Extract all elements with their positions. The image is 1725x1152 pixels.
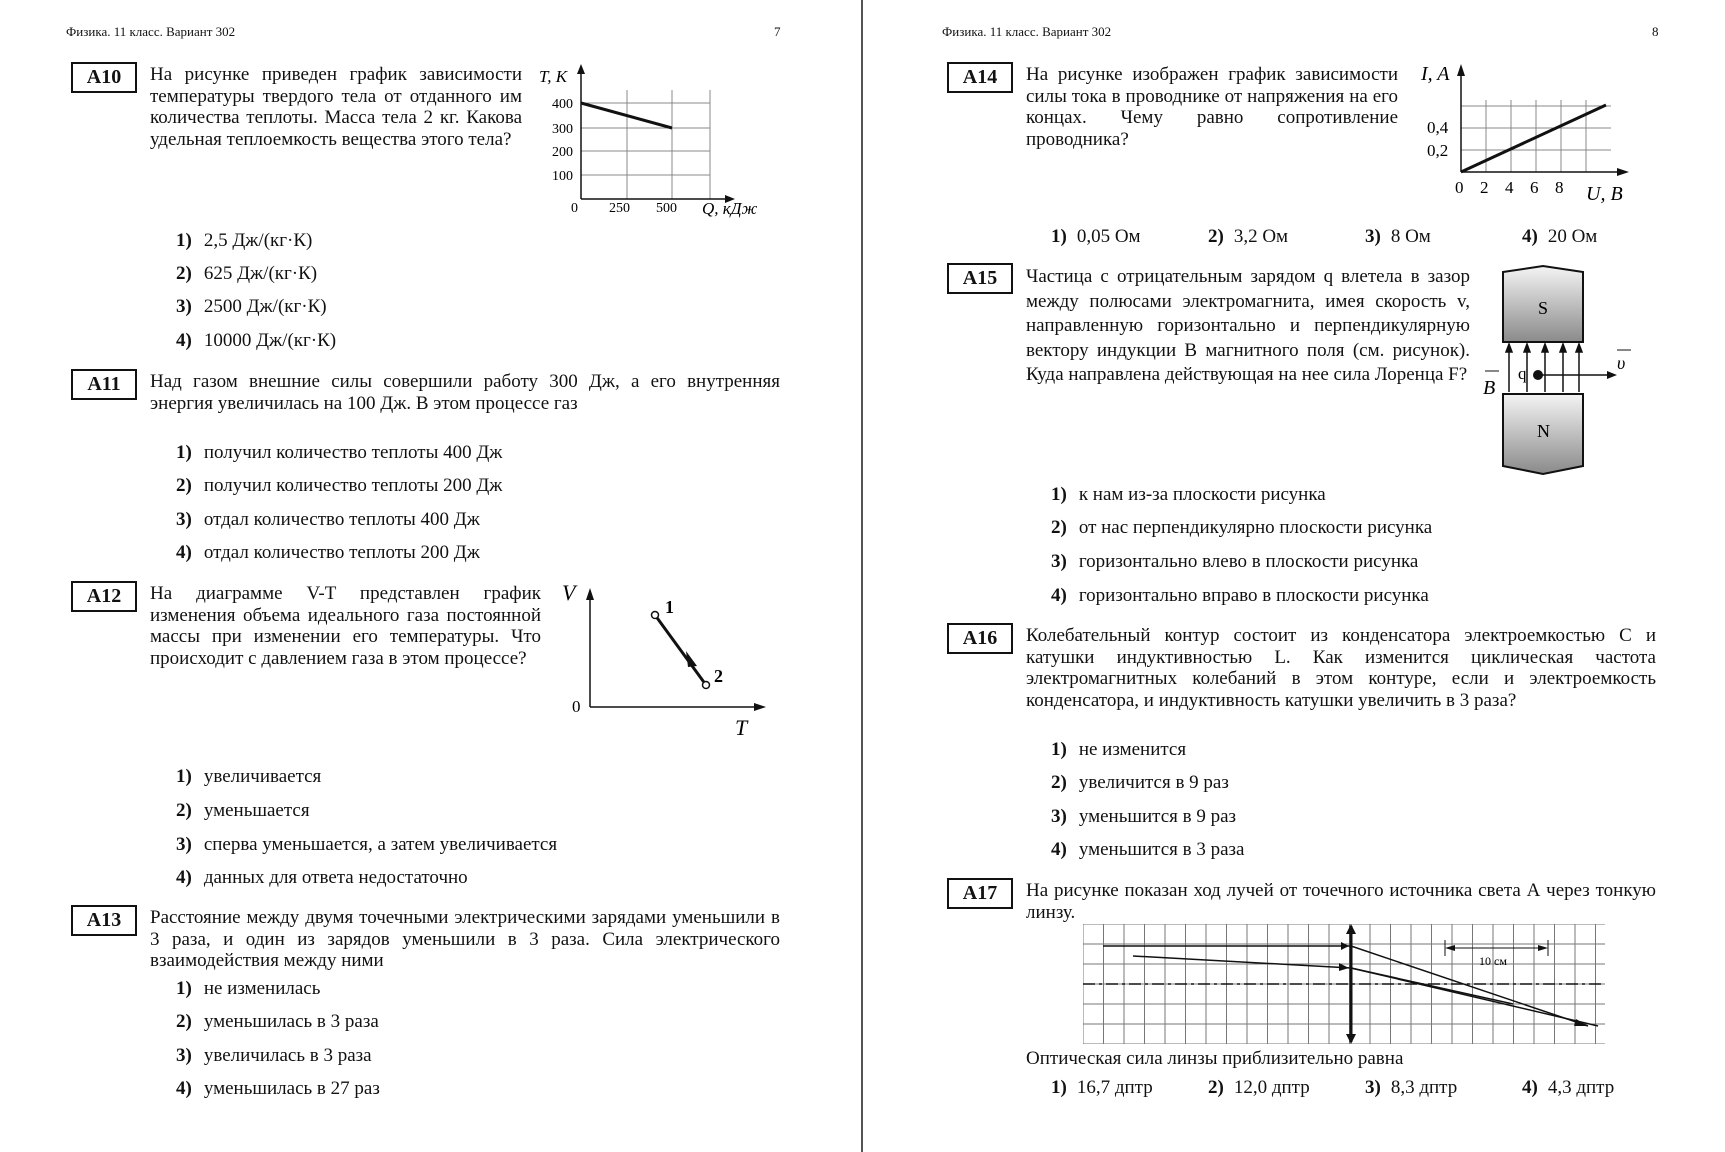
y-axis-label: I, A — [1421, 63, 1450, 85]
x-tick-label: 8 — [1555, 178, 1564, 197]
x-tick-label: 6 — [1530, 178, 1539, 197]
x-axis-arrow — [1617, 168, 1629, 176]
x-tick-label: 500 — [656, 201, 677, 216]
question-label-a16: A16 — [947, 623, 1013, 654]
option-a10-3[interactable]: 3) 2500 Дж/(кг·К) — [176, 296, 327, 317]
question-label-a14: A14 — [947, 62, 1013, 93]
x-tick-label: 2 — [1480, 178, 1489, 197]
option-a10-2[interactable]: 2) 625 Дж/(кг·К) — [176, 263, 318, 284]
y-tick-label: 200 — [552, 145, 573, 160]
point-2 — [703, 682, 710, 689]
option-a11-3[interactable]: 3) отдал количество теплоты 400 Дж — [176, 509, 480, 530]
page-header: Физика. 11 класс. Вариант 302 — [942, 24, 1112, 39]
question-label-a12: A12 — [71, 581, 137, 612]
question-text-a15: Частица с отрицательным зарядом q влетела в зазор между полюсами электромагнита, имея скорость v, направленную горизонтально и перпендикулярную вектору индукции B магнитного поля (см. рисунок). Куда направлена действующая на нее сила Лоренца F? — [1026, 266, 1470, 385]
scale-arrow-right — [1538, 945, 1548, 951]
left-page — [0, 0, 862, 1152]
page-number: 8 — [1652, 24, 1659, 39]
y-tick-label: 300 — [552, 122, 573, 137]
question-label-a11: A11 — [71, 369, 137, 400]
option-a16-4[interactable]: 4) уменьшится в 3 раза — [1051, 839, 1245, 860]
process-arrow — [686, 651, 697, 667]
process-line — [655, 615, 706, 685]
x-axis-label: U, B — [1586, 183, 1623, 205]
lens-arrow-top — [1346, 924, 1356, 934]
a17-lens-diagram — [1083, 924, 1605, 1044]
option-a15-2[interactable]: 2) от нас перпендикулярно плоскости рисунка — [1051, 517, 1433, 538]
option-a17-4[interactable]: 4) 4,3 дптр — [1522, 1077, 1615, 1098]
option-a17-2[interactable]: 2) 12,0 дптр — [1208, 1077, 1310, 1098]
option-a16-3[interactable]: 3) уменьшится в 9 раз — [1051, 806, 1237, 827]
y-axis-arrow — [586, 588, 594, 600]
ray-1-arrow — [1341, 942, 1349, 950]
option-a12-4[interactable]: 4) данных для ответа недостаточно — [176, 867, 468, 888]
x-tick-label: 4 — [1505, 178, 1514, 197]
y-tick-label: 100 — [552, 169, 573, 184]
data-line — [1461, 105, 1606, 172]
x-axis-label: T — [735, 715, 748, 740]
option-a17-3[interactable]: 3) 8,3 дптр — [1365, 1077, 1458, 1098]
option-a13-3[interactable]: 3) увеличилась в 3 раза — [176, 1045, 372, 1066]
scale-label: 10 см — [1479, 954, 1507, 968]
y-axis-arrow — [1457, 64, 1465, 76]
velocity-arrow — [1607, 371, 1617, 379]
option-a14-4[interactable]: 4) 20 Ом — [1522, 226, 1598, 247]
y-tick-label: 0,2 — [1427, 141, 1449, 160]
question-label-a10: A10 — [71, 62, 137, 93]
option-a14-3[interactable]: 3) 8 Ом — [1365, 226, 1431, 247]
question-text-a11: Над газом внешние силы совершили работу 300 Дж, а его внутренняя энергия увеличилась на 100 Дж. В этом процессе газ — [150, 371, 780, 414]
question-text-a14: На рисунке изображен график зависимости силы тока в проводнике от напряжения на его концах. Чему равно сопротивление проводника? — [1026, 64, 1398, 150]
option-a12-1[interactable]: 1) увеличивается — [176, 766, 322, 787]
a17-caption: Оптическая сила линзы приблизительно равна — [1026, 1048, 1404, 1069]
page-header: Физика. 11 класс. Вариант 302 — [66, 24, 236, 39]
right-page — [863, 0, 1725, 1152]
point-1-label: 1 — [665, 597, 674, 617]
option-a13-1[interactable]: 1) не изменилась — [176, 978, 321, 999]
point-2-label: 2 — [714, 666, 723, 686]
option-a16-2[interactable]: 2) увеличится в 9 раз — [1051, 772, 1229, 793]
option-a15-1[interactable]: 1) к нам из-за плоскости рисунка — [1051, 484, 1326, 505]
y-axis-label: T, K — [539, 67, 568, 86]
n-pole-label: N — [1537, 421, 1550, 441]
ray-1-refracted — [1351, 946, 1588, 1026]
origin-label: 0 — [572, 697, 581, 716]
a14-current-voltage-chart — [1411, 60, 1631, 210]
y-axis-arrow — [577, 64, 585, 74]
field-label: B — [1483, 377, 1496, 399]
x-axis-label: Q, кДж — [702, 199, 758, 218]
option-a15-3[interactable]: 3) горизонтально влево в плоскости рисунка — [1051, 551, 1419, 572]
option-a16-1[interactable]: 1) не изменится — [1051, 739, 1187, 760]
option-a11-4[interactable]: 4) отдал количество теплоты 200 Дж — [176, 542, 480, 563]
y-tick-label: 400 — [552, 97, 573, 112]
page-number: 7 — [774, 24, 781, 39]
option-a10-1[interactable]: 1) 2,5 Дж/(кг·К) — [176, 230, 313, 251]
option-a14-2[interactable]: 2) 3,2 Ом — [1208, 226, 1289, 247]
x-tick-label: 250 — [609, 201, 630, 216]
particle — [1533, 370, 1543, 380]
x-axis-arrow — [754, 703, 766, 711]
lens-arrow-bottom — [1346, 1034, 1356, 1044]
question-text-a16: Колебательный контур состоит из конденсатора электроемкостью C и катушки индуктивностью L. Как изменится циклическая частота электромагнитных колебаний в этом контуре, если и электроемкость конденсатора, и индуктивность катушки увеличить в 3 раза? — [1026, 625, 1656, 711]
option-a12-2[interactable]: 2) уменьшается — [176, 800, 310, 821]
question-label-a17: A17 — [947, 878, 1013, 909]
s-pole-label: S — [1538, 298, 1549, 318]
question-text-a13: Расстояние между двумя точечными электрическими зарядами уменьшили в 3 раза, и один из зарядов уменьшили в 3 раза. Сила электрического взаимодействия между ними — [150, 907, 780, 971]
question-label-a13: A13 — [71, 905, 137, 936]
a10-temperature-chart — [535, 62, 775, 222]
x-tick-label: 0 — [571, 201, 578, 216]
question-text-a17: На рисунке показан ход лучей от точечного источника света А через тонкую линзу. — [1026, 880, 1656, 923]
option-a15-4[interactable]: 4) горизонтально вправо в плоскости рисунка — [1051, 585, 1429, 606]
y-tick-label: 0,4 — [1427, 118, 1449, 137]
option-a13-4[interactable]: 4) уменьшилась в 27 раз — [176, 1078, 380, 1099]
a12-vt-diagram — [560, 580, 770, 740]
option-a12-3[interactable]: 3) сперва уменьшается, а затем увеличивается — [176, 834, 558, 855]
charge-label: q — [1518, 364, 1527, 383]
option-a10-4[interactable]: 4) 10000 Дж/(кг·К) — [176, 330, 337, 351]
scale-arrow-left — [1445, 945, 1455, 951]
option-a11-2[interactable]: 2) получил количество теплоты 200 Дж — [176, 475, 503, 496]
y-axis-label: V — [562, 580, 576, 605]
ray-2 — [1133, 956, 1351, 968]
x-tick-label: 0 — [1455, 178, 1464, 197]
option-a14-1[interactable]: 1) 0,05 Ом — [1051, 226, 1141, 247]
question-text-a12: На диаграмме V-T представлен график изменения объема идеального газа постоянной массы при изменении его температуры. Что происходит с давлением газа в этом процессе? — [150, 583, 541, 669]
point-1 — [652, 612, 659, 619]
question-label-a15: A15 — [947, 263, 1013, 294]
a15-electromagnet-figure — [1483, 262, 1643, 478]
option-a17-1[interactable]: 1) 16,7 дптр — [1051, 1077, 1153, 1098]
option-a11-1[interactable]: 1) получил количество теплоты 400 Дж — [176, 442, 503, 463]
option-a13-2[interactable]: 2) уменьшилась в 3 раза — [176, 1011, 379, 1032]
question-text-a10: На рисунке приведен график зависимости температуры твердого тела от отданного им количества теплоты. Масса тела 2 кг. Какова удельная теплоемкость вещества этого тела? — [150, 64, 522, 150]
velocity-label: υ — [1617, 353, 1626, 373]
